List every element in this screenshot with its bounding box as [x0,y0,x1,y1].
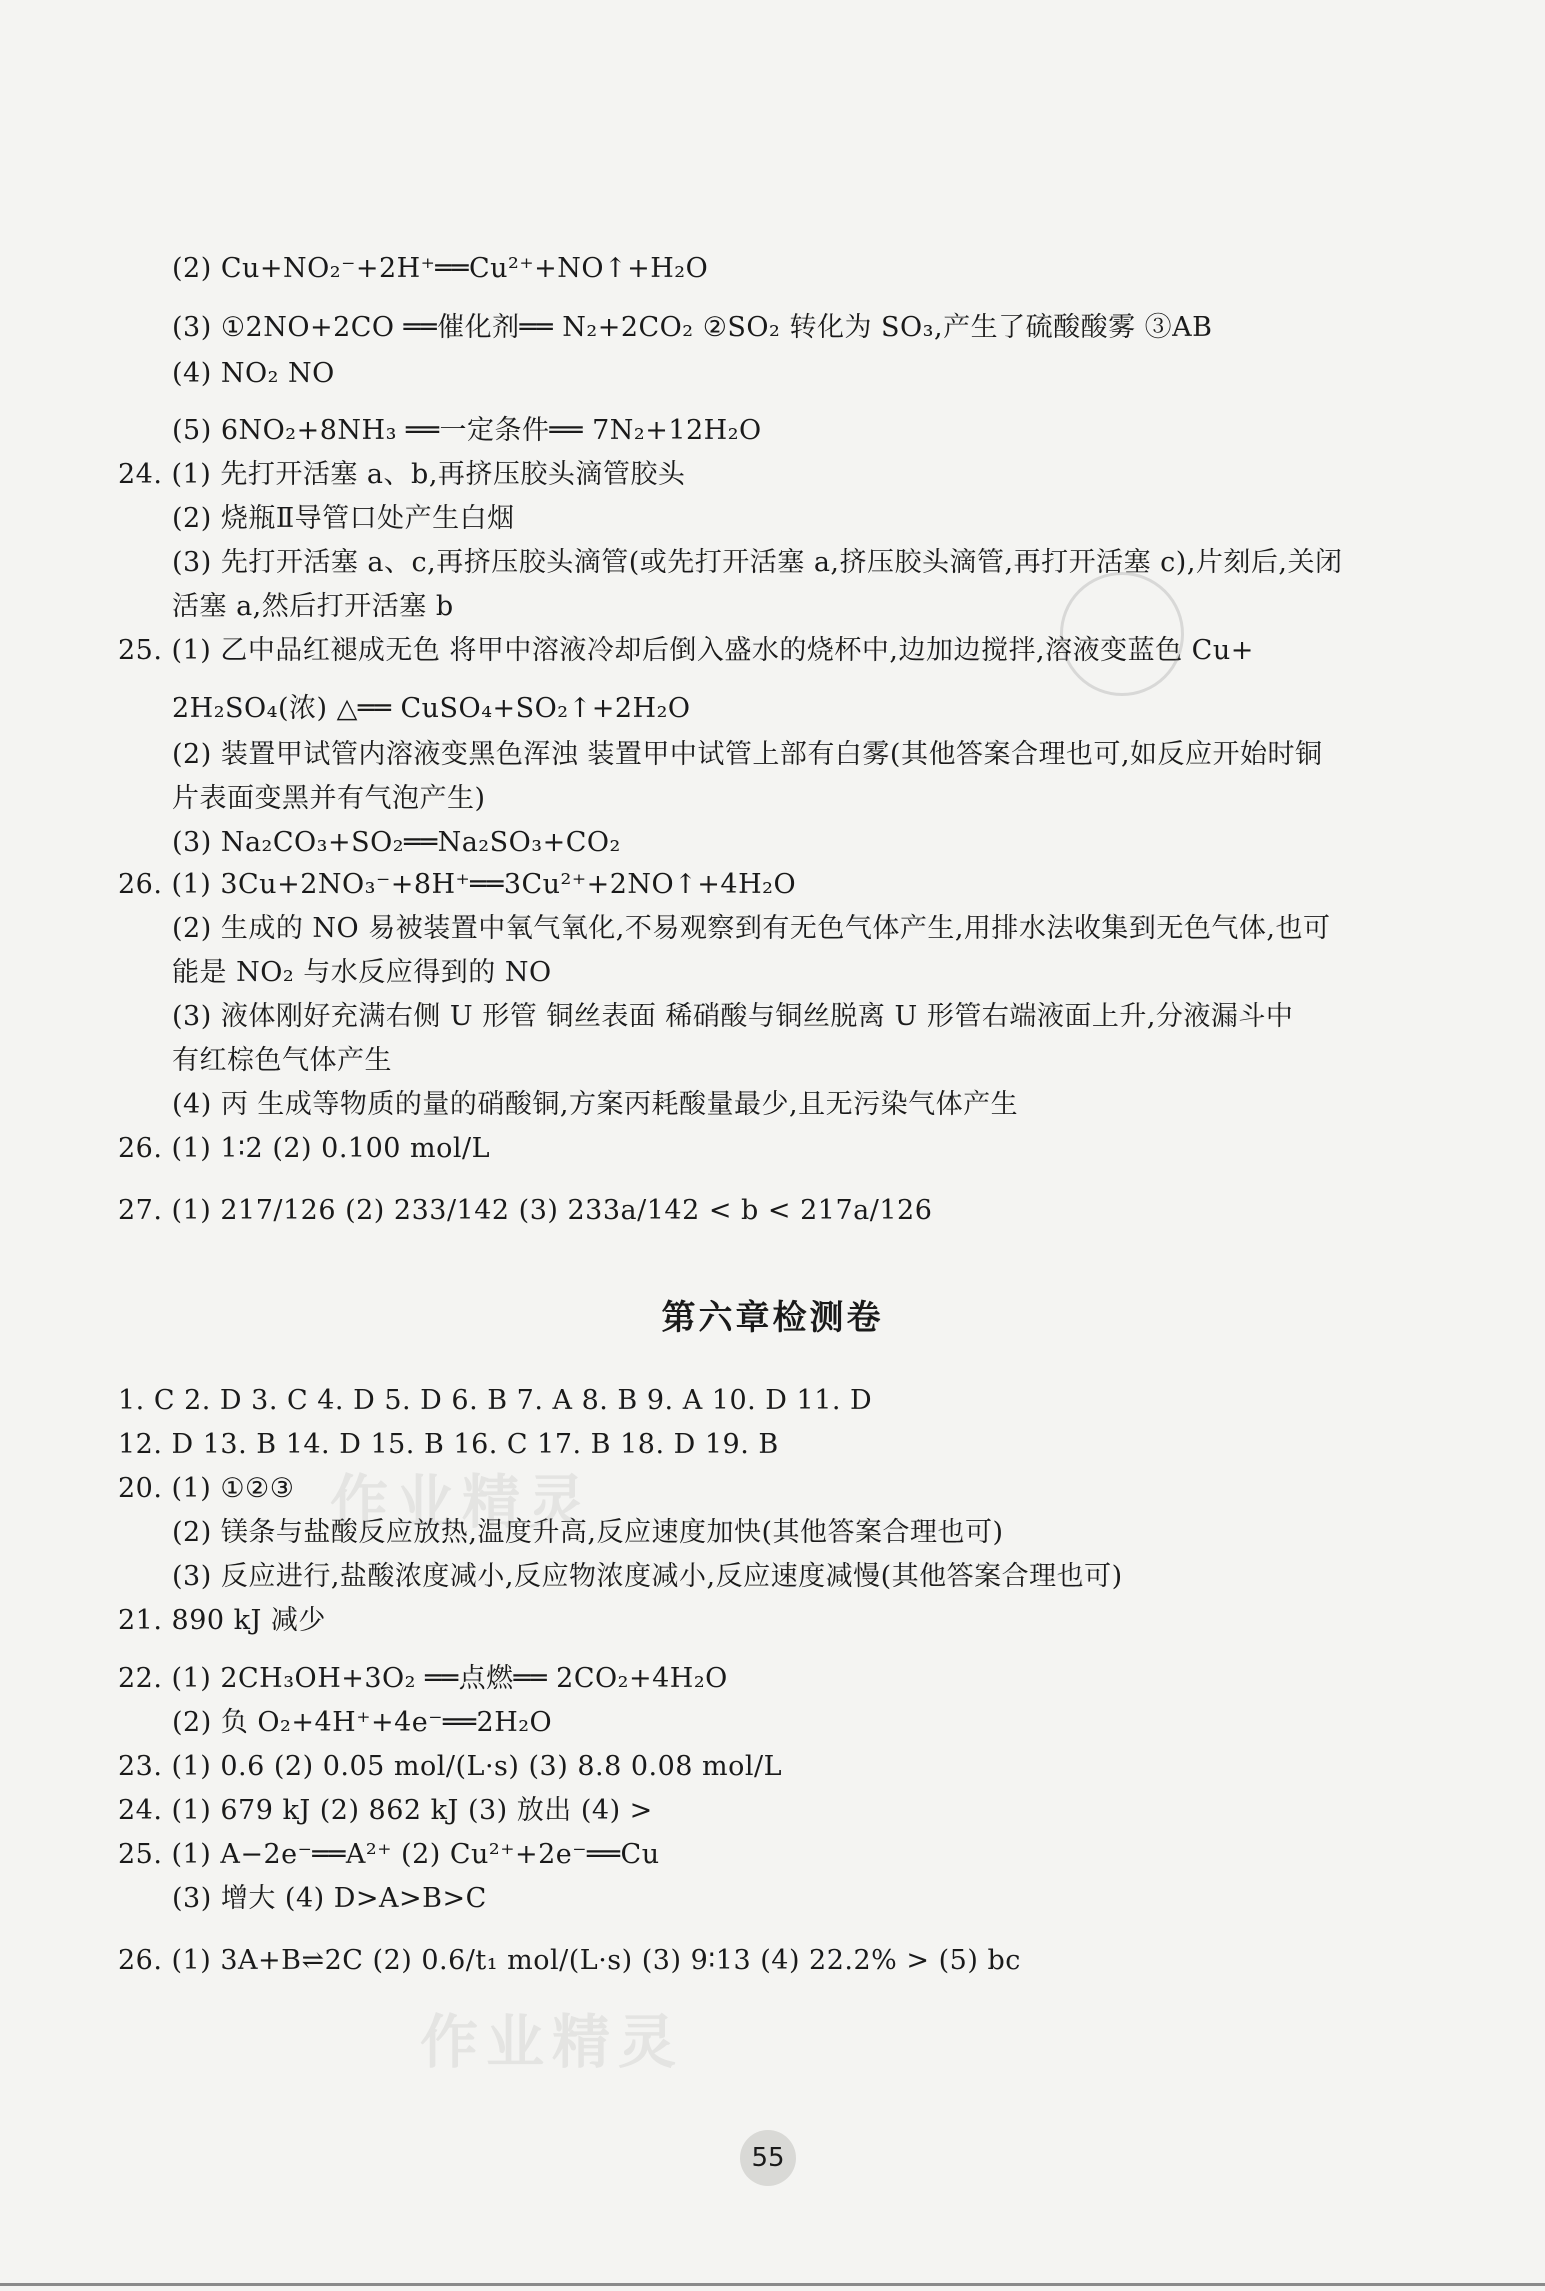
watermark-stamp [1060,572,1184,696]
answer-line: 12. D 13. B 14. D 15. B 16. C 17. B 18. D 19. B [118,1429,779,1460]
answer-line: 23. (1) 0.6 (2) 0.05 mol/(L·s) (3) 8.8 0.08 mol/L [118,1751,783,1782]
bottom-rule [0,2283,1545,2286]
section-title: 第六章检测卷 [661,1298,884,1338]
answer-line: 25. (1) 乙中品红褪成无色 将甲中溶液冷却后倒入盛水的烧杯中,边加边搅拌,溶液变蓝色 Cu+ [118,635,1254,666]
answer-line: (3) 增大 (4) D>A>B>C [172,1883,487,1914]
answer-line: 活塞 a,然后打开活塞 b [172,591,454,622]
answer-line: 26. (1) 3A+B⇌2C (2) 0.6/t₁ mol/(L·s) (3) 9∶13 (4) 22.2% > (5) bc [118,1945,1021,1976]
answer-line: (2) Cu+NO₂⁻+2H⁺══Cu²⁺+NO↑+H₂O [172,253,709,284]
answer-line: 26. (1) 3Cu+2NO₃⁻+8H⁺══3Cu²⁺+2NO↑+4H₂O [118,869,797,900]
answer-line: (5) 6NO₂+8NH₃ ══一定条件══ 7N₂+12H₂O [172,415,762,446]
answer-line: 能是 NO₂ 与水反应得到的 NO [172,957,552,988]
answer-line: (3) Na₂CO₃+SO₂══Na₂SO₃+CO₂ [172,827,621,858]
watermark-text: 作业精灵 [420,2008,685,2076]
answer-line: 片表面变黑并有气泡产生) [172,783,486,814]
answer-line: (4) NO₂ NO [172,358,335,389]
answer-line: (2) 生成的 NO 易被装置中氧气氧化,不易观察到有无色气体产生,用排水法收集到无色气体,也可 [172,913,1331,944]
page-number: 55 [740,2130,796,2186]
answer-line: 2H₂SO₄(浓) △══ CuSO₄+SO₂↑+2H₂O [172,693,691,724]
answer-line: (2) 负 O₂+4H⁺+4e⁻══2H₂O [172,1707,553,1738]
answer-line: (2) 烧瓶Ⅱ导管口处产生白烟 [172,503,515,534]
answer-line: 22. (1) 2CH₃OH+3O₂ ══点燃══ 2CO₂+4H₂O [118,1663,728,1694]
answer-line: 1. C 2. D 3. C 4. D 5. D 6. B 7. A 8. B 9. A 10. D 11. D [118,1385,873,1416]
answer-line: 24. (1) 先打开活塞 a、b,再挤压胶头滴管胶头 [118,459,686,490]
answer-line: (3) 液体刚好充满右侧 U 形管 铜丝表面 稀硝酸与铜丝脱离 U 形管右端液面上升,分液漏斗中 [172,1001,1294,1032]
answer-line: (4) 丙 生成等物质的量的硝酸铜,方案丙耗酸量最少,且无污染气体产生 [172,1089,1019,1120]
answer-line: 25. (1) A−2e⁻══A²⁺ (2) Cu²⁺+2e⁻══Cu [118,1839,660,1870]
answer-line: (3) 反应进行,盐酸浓度减小,反应物浓度减小,反应速度减慢(其他答案合理也可) [172,1561,1123,1592]
answer-line: (2) 镁条与盐酸反应放热,温度升高,反应速度加快(其他答案合理也可) [172,1517,1004,1548]
answer-line: (3) ①2NO+2CO ══催化剂══ N₂+2CO₂ ②SO₂ 转化为 SO₃,产生了硫酸酸雾 ③AB [172,312,1213,343]
answer-line: 20. (1) ①②③ [118,1473,295,1504]
answer-line: (2) 装置甲试管内溶液变黑色浑浊 装置甲中试管上部有白雾(其他答案合理也可,如反应开始时铜 [172,739,1323,770]
watermark-text: 作业精灵 [330,1468,595,1536]
answer-line: 27. (1) 217/126 (2) 233/142 (3) 233a/142 < b < 217a/126 [118,1195,933,1226]
answer-line: 21. 890 kJ 减少 [118,1605,326,1636]
answer-line: (3) 先打开活塞 a、c,再挤压胶头滴管(或先打开活塞 a,挤压胶头滴管,再打开活塞 c),片刻后,关闭 [172,547,1343,578]
answer-line: 26. (1) 1∶2 (2) 0.100 mol/L [118,1133,491,1164]
answer-line: 24. (1) 679 kJ (2) 862 kJ (3) 放出 (4) > [118,1795,653,1826]
answer-line: 有红棕色气体产生 [172,1045,392,1076]
